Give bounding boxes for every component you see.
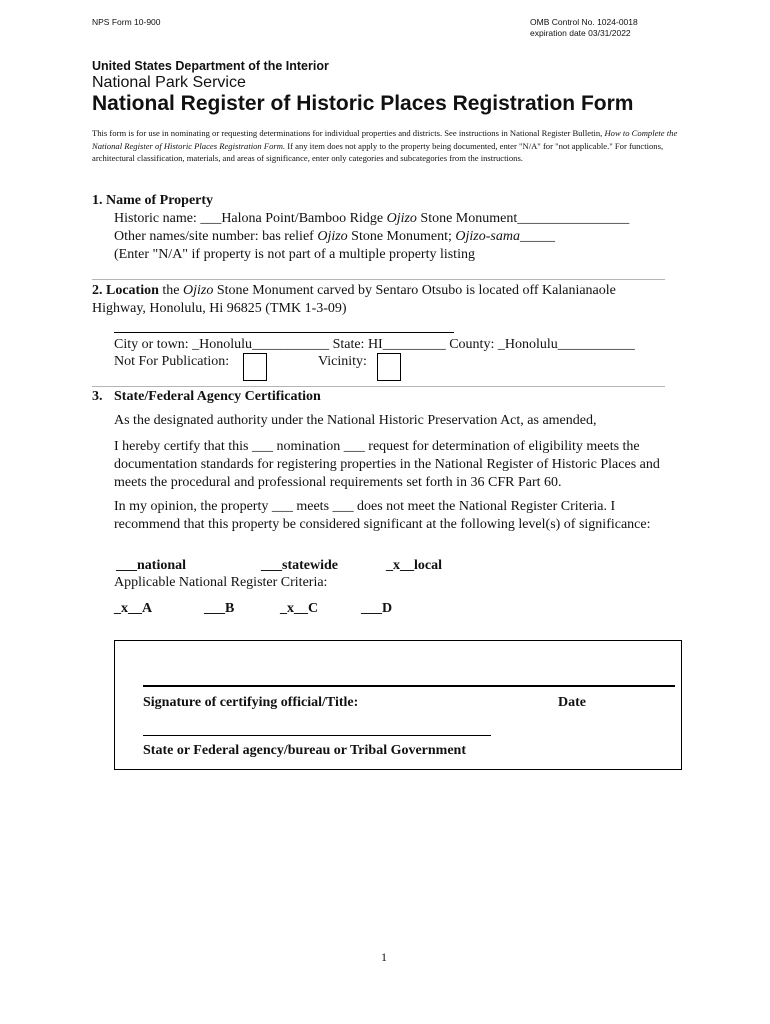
- intro-bulletin-title: How to Complete the National Register of Historic Places Registration Form.: [92, 128, 678, 151]
- certification-para-2: I hereby certify that this ___ nomination ___ request for determination of eligibility meets the documentation standards for registering properties in the National Register of Historic Places and meets the procedural and professional requirements set forth in 36 CFR Part 60.: [114, 439, 660, 490]
- state-county-label: ___________ State: HI_________ County: _: [252, 337, 505, 352]
- city-value[interactable]: Honolulu: [199, 337, 253, 352]
- section-divider-1: [92, 279, 665, 280]
- historic-name-value-a[interactable]: ___Halona Point/Bamboo Ridge: [200, 211, 387, 226]
- level-local[interactable]: _x__local: [386, 558, 442, 573]
- form-title: National Register of Historic Places Registration Form: [92, 92, 634, 115]
- location-text-italic[interactable]: Ojizo: [183, 283, 214, 298]
- agency-name: National Park Service: [92, 74, 246, 91]
- not-for-publication-label: Not For Publication:: [114, 354, 230, 369]
- na-note: (Enter "N/A" if property is not part of a multiple property listing: [114, 247, 475, 262]
- historic-name-row: [114, 211, 629, 227]
- other-names-italic-1[interactable]: Ojizo: [317, 229, 348, 244]
- section-1-heading: 1. Name of Property: [92, 193, 214, 208]
- form-number: NPS Form 10-900: [92, 17, 161, 27]
- county-value[interactable]: Honolulu: [504, 337, 558, 352]
- omb-control-number: OMB Control No. 1024-0018: [530, 17, 638, 27]
- intro-text-a: This form is for use in nominating or requesting determinations for individual properties and districts. See instructions in National Register Bulletin,: [92, 128, 603, 138]
- location-text-a[interactable]: the: [158, 283, 183, 298]
- expiration-date: expiration date 03/31/2022: [530, 28, 631, 38]
- department-name: United States Department of the Interior: [92, 59, 329, 73]
- criteria-c[interactable]: _x__C: [280, 601, 319, 616]
- vicinity-checkbox[interactable]: [377, 353, 401, 381]
- not-for-publication-checkbox[interactable]: [243, 353, 267, 381]
- other-names-row: [114, 229, 555, 245]
- section-2-heading: 2. Location: [92, 283, 159, 298]
- intro-instructions: [92, 127, 682, 165]
- section-3-number: 3.: [92, 389, 103, 404]
- criteria-label: Applicable National Register Criteria:: [114, 575, 328, 590]
- location-line-2[interactable]: Highway, Honolulu, Hi 96825 (TMK 1-3-09): [92, 301, 347, 316]
- date-label: Date: [558, 695, 586, 710]
- level-national[interactable]: ___national: [116, 558, 187, 573]
- address-blank-line[interactable]: [114, 332, 454, 333]
- historic-name-label: Historic name:: [114, 211, 201, 226]
- certification-para-3: In my opinion, the property ___ meets ___ does not meet the National Register Criteria. I recommend that this property be considered significant at the following level(s) of significance:: [114, 499, 651, 532]
- other-names-b[interactable]: Stone Monument;: [347, 229, 456, 244]
- section-3-heading: State/Federal Agency Certification: [114, 389, 321, 404]
- location-text-b[interactable]: Stone Monument carved by Sentaro Otsubo is located off Kalanianaole: [213, 283, 616, 298]
- criteria-a[interactable]: _x__A: [114, 601, 153, 616]
- historic-name-value-b[interactable]: Stone Monument________________: [416, 211, 630, 226]
- location-line-1: [92, 283, 616, 299]
- level-statewide[interactable]: ___statewide: [261, 558, 338, 573]
- certification-para-1: As the designated authority under the National Historic Preservation Act, as amended,: [114, 413, 597, 428]
- other-names-c[interactable]: _____: [519, 229, 555, 244]
- other-names-italic-2[interactable]: Ojizo-sama: [455, 229, 520, 244]
- historic-name-value-italic[interactable]: Ojizo: [386, 211, 417, 226]
- signature-label: Signature of certifying official/Title:: [143, 695, 359, 710]
- intro-text-c: If any item does not apply to the property being documented, enter "N/A" for "not applicable." For functions, architectural classification, materials, and areas of significance, enter only categories and subcategories from the instructions.: [92, 140, 664, 163]
- section-divider-2: [92, 386, 665, 387]
- other-names-a[interactable]: Other names/site number: bas relief: [114, 229, 318, 244]
- criteria-b[interactable]: ___B: [204, 601, 235, 616]
- page-number: 1: [381, 950, 387, 964]
- city-state-county-row: [114, 337, 635, 353]
- vicinity-label: Vicinity:: [318, 354, 367, 369]
- city-label: City or town: _: [114, 337, 200, 352]
- signature-line[interactable]: [143, 685, 675, 687]
- agency-label: State or Federal agency/bureau or Tribal Government: [143, 743, 467, 758]
- criteria-d[interactable]: ___D: [361, 601, 393, 616]
- county-tail: ___________: [557, 337, 635, 352]
- agency-line[interactable]: [143, 735, 491, 736]
